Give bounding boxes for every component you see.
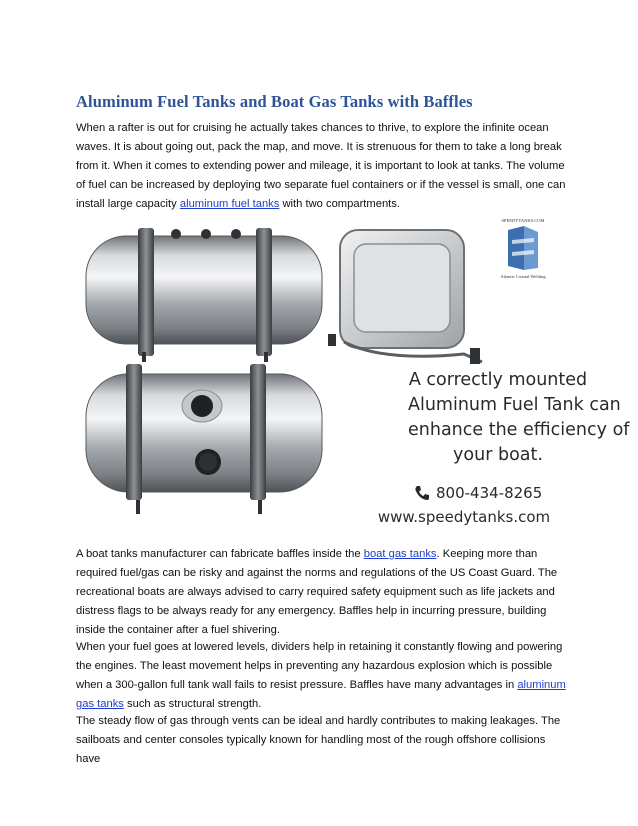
link-aluminum-gas-tanks[interactable]: aluminum gas tanks xyxy=(76,679,566,710)
paragraph-text: . Keeping more than required fuel/gas can be risky and against the norms and regulations of the US Coast Guard. The recreational boats are always advised to carry required safety equipment such as life jackets and distress flags to be always ready for any emergency. Baffles help in incurring pressure, building inside the container after a fuel shivering. xyxy=(76,548,558,636)
logo-top-text: SPEEDYTANKS.COM xyxy=(501,218,545,223)
paragraph-text: When a rafter is out for cruising he actually takes chances to thrive, to explore the infinite ocean waves. It is about going out, pack the map, and move. It is strenuous for them to take a long break from it. When it comes to extending power and mileage, it is important to look at tanks. The volume of fuel can be increased by deploying two separate fuel containers or if the vessel is small, one can install large capacity xyxy=(76,122,566,210)
paragraph-dividers xyxy=(76,638,570,714)
paragraph-text: When your fuel goes at lowered levels, dividers help in retaining it constantly flowing and powering the engines. The least movement helps in preventing any hazardous explosion which is possible when a 300-gallon full tank wall fails to resist pressure. Baffles have many advantages in xyxy=(76,641,563,691)
paragraph-steady-flow xyxy=(76,712,570,769)
tank-square xyxy=(328,230,482,364)
link-boat-gas-tanks[interactable]: boat gas tanks xyxy=(363,548,437,560)
paragraph-text: with two compartments. xyxy=(279,198,400,210)
article-title: Aluminum Fuel Tanks and Boat Gas Tanks with Baffles xyxy=(76,92,473,111)
promo-figure xyxy=(84,214,630,530)
paragraph-text: A boat tanks manufacturer can fabricate baffles inside the xyxy=(76,548,364,560)
tank-bottom xyxy=(86,364,322,514)
promo-line-4: your boat. xyxy=(453,445,543,465)
link-aluminum-fuel-tanks[interactable]: aluminum fuel tanks xyxy=(179,198,280,210)
phone-icon xyxy=(414,485,430,501)
website-url: www.speedytanks.com xyxy=(377,508,551,526)
paragraph-text: such as structural strength. xyxy=(123,698,262,710)
paragraph-text: The steady flow of gas through vents can be ideal and hardly contributes to making leakages. The sailboats and center consoles typically known for handling most of the rough offshore collisions have xyxy=(76,715,561,765)
speedytanks-logo xyxy=(484,218,562,282)
paragraph-intro xyxy=(76,119,570,214)
phone-row xyxy=(414,484,542,502)
logo-mark xyxy=(484,218,562,282)
promo-line-3: enhance the efficiency of xyxy=(408,420,630,440)
tank-top xyxy=(86,228,322,362)
promo-line-1: A correctly mounted xyxy=(408,370,588,390)
phone-number: 800-434-8265 xyxy=(436,484,543,502)
logo-bottom-text: Atlantic Coastal Welding xyxy=(500,274,546,279)
promo-line-2: Aluminum Fuel Tank can xyxy=(408,395,621,415)
paragraph-baffles xyxy=(76,545,570,640)
